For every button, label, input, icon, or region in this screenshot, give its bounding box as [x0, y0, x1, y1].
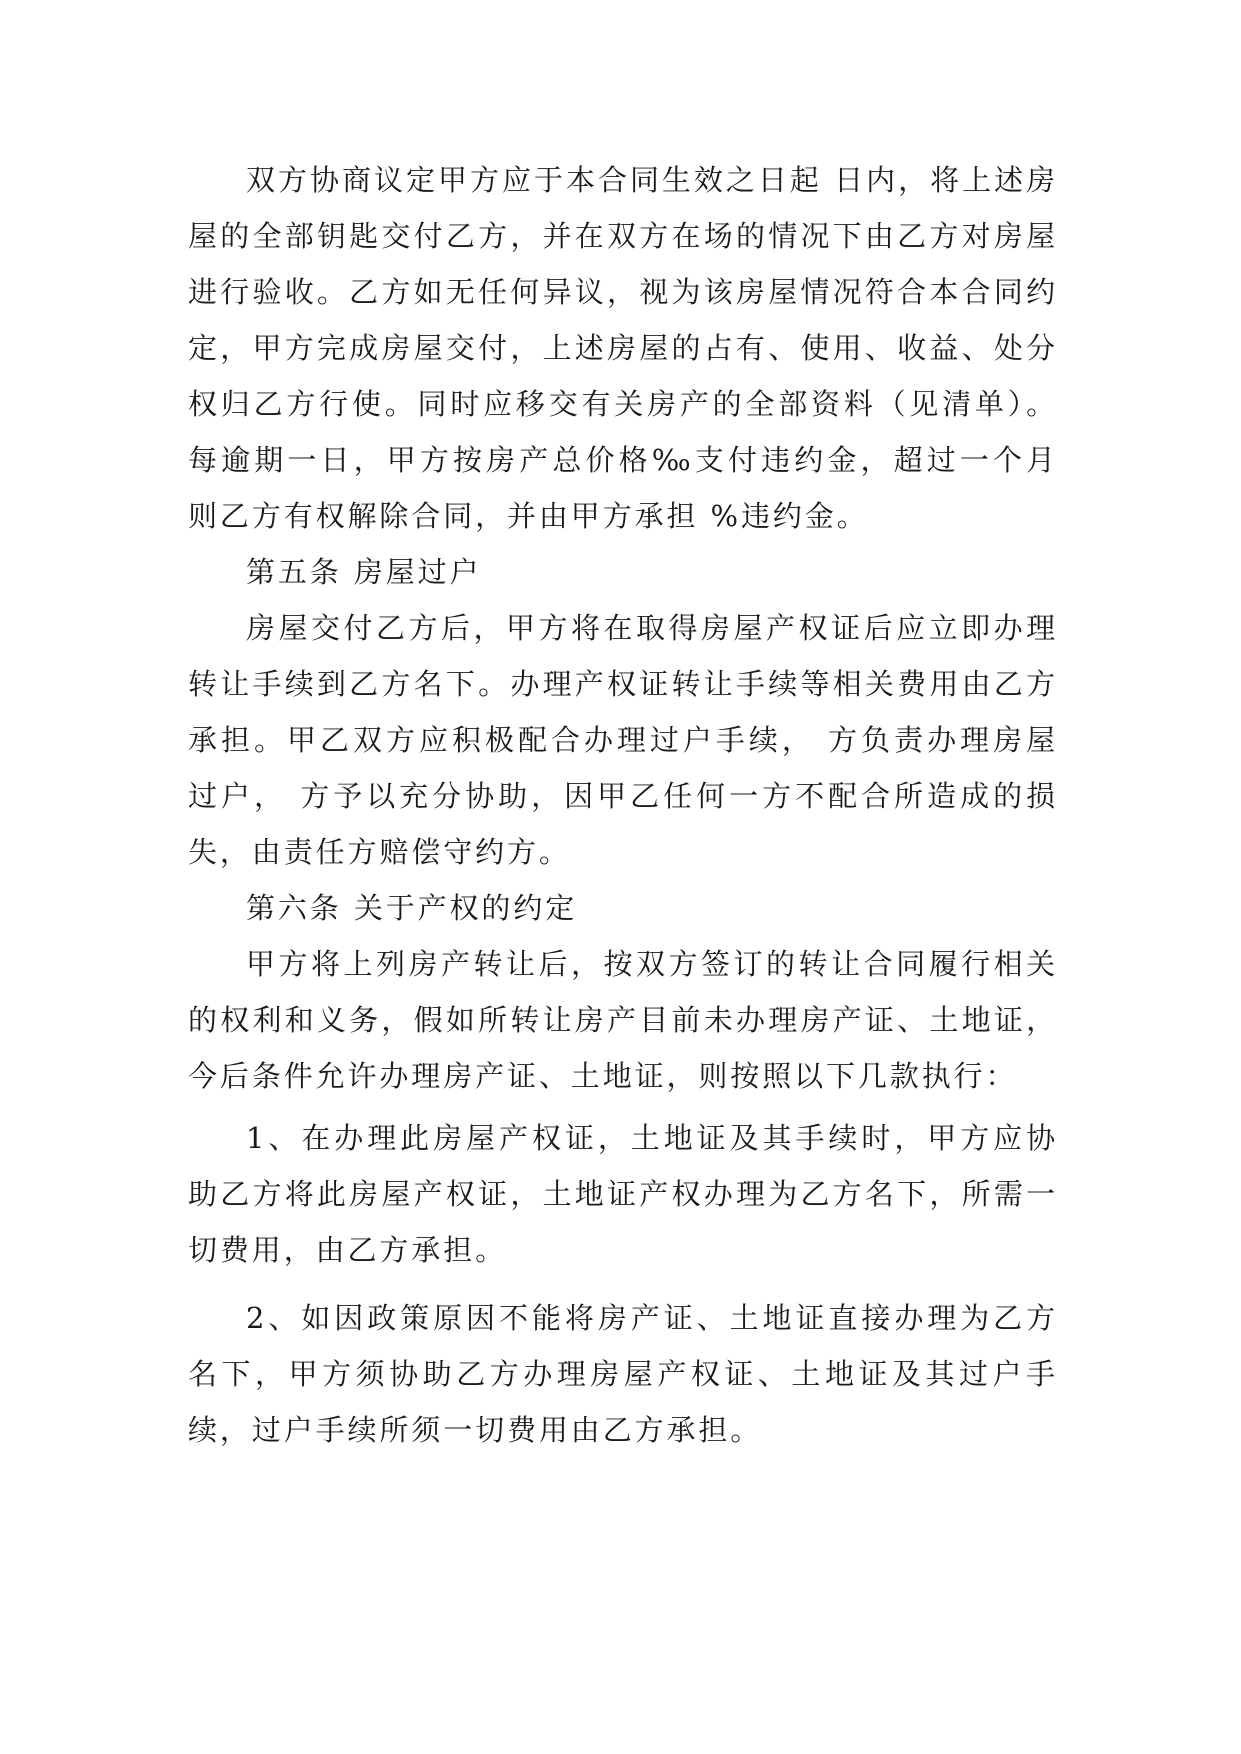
paragraph-property-rights: 甲方将上列房产转让后，按双方签订的转让合同履行相关的权利和义务，假如所转让房产目前未办理房产证、土地证，今后条件允许办理房产证、土地证，则按照以下几款执行：	[188, 947, 1058, 1093]
paragraph-transfer: 房屋交付乙方后，甲方将在取得房屋产权证后应立即办理转让手续到乙方名下。办理产权证转让手续等相关费用由乙方承担。甲乙双方应积极配合办理过户手续， 方负责办理房屋过户， 方予以充分协助，因甲乙任何一方不配合所造成的损失，由责任方赔偿守约方。	[188, 611, 1058, 869]
paragraph-delivery: 双方协商议定甲方应于本合同生效之日起 日内，将上述房屋的全部钥匙交付乙方，并在双方在场的情况下由乙方对房屋进行验收。乙方如无任何异议，视为该房屋情况符合本合同约定，甲方完成房屋交付，上述房屋的占有、使用、收益、处分权归乙方行使。同时应移交有关房产的全部资料（见清单）。每逾期一日，甲方按房产总价格‰支付违约金，超过一个月则乙方有权解除合同，并由甲方承担 %违约金。	[188, 163, 1058, 533]
article-5-heading: 第五条 房屋过户	[246, 555, 482, 589]
document-body	[188, 152, 1058, 1458]
list-item-1: 1、在办理此房屋产权证，土地证及其手续时，甲方应协助乙方将此房屋产权证，土地证产权办理为乙方名下，所需一切费用，由乙方承担。	[188, 1121, 1058, 1267]
list-item-2: 2、如因政策原因不能将房产证、土地证直接办理为乙方名下，甲方须协助乙方办理房屋产权证、土地证及其过户手续，过户手续所须一切费用由乙方承担。	[188, 1301, 1058, 1447]
article-6-heading: 第六条 关于产权的约定	[246, 891, 578, 925]
